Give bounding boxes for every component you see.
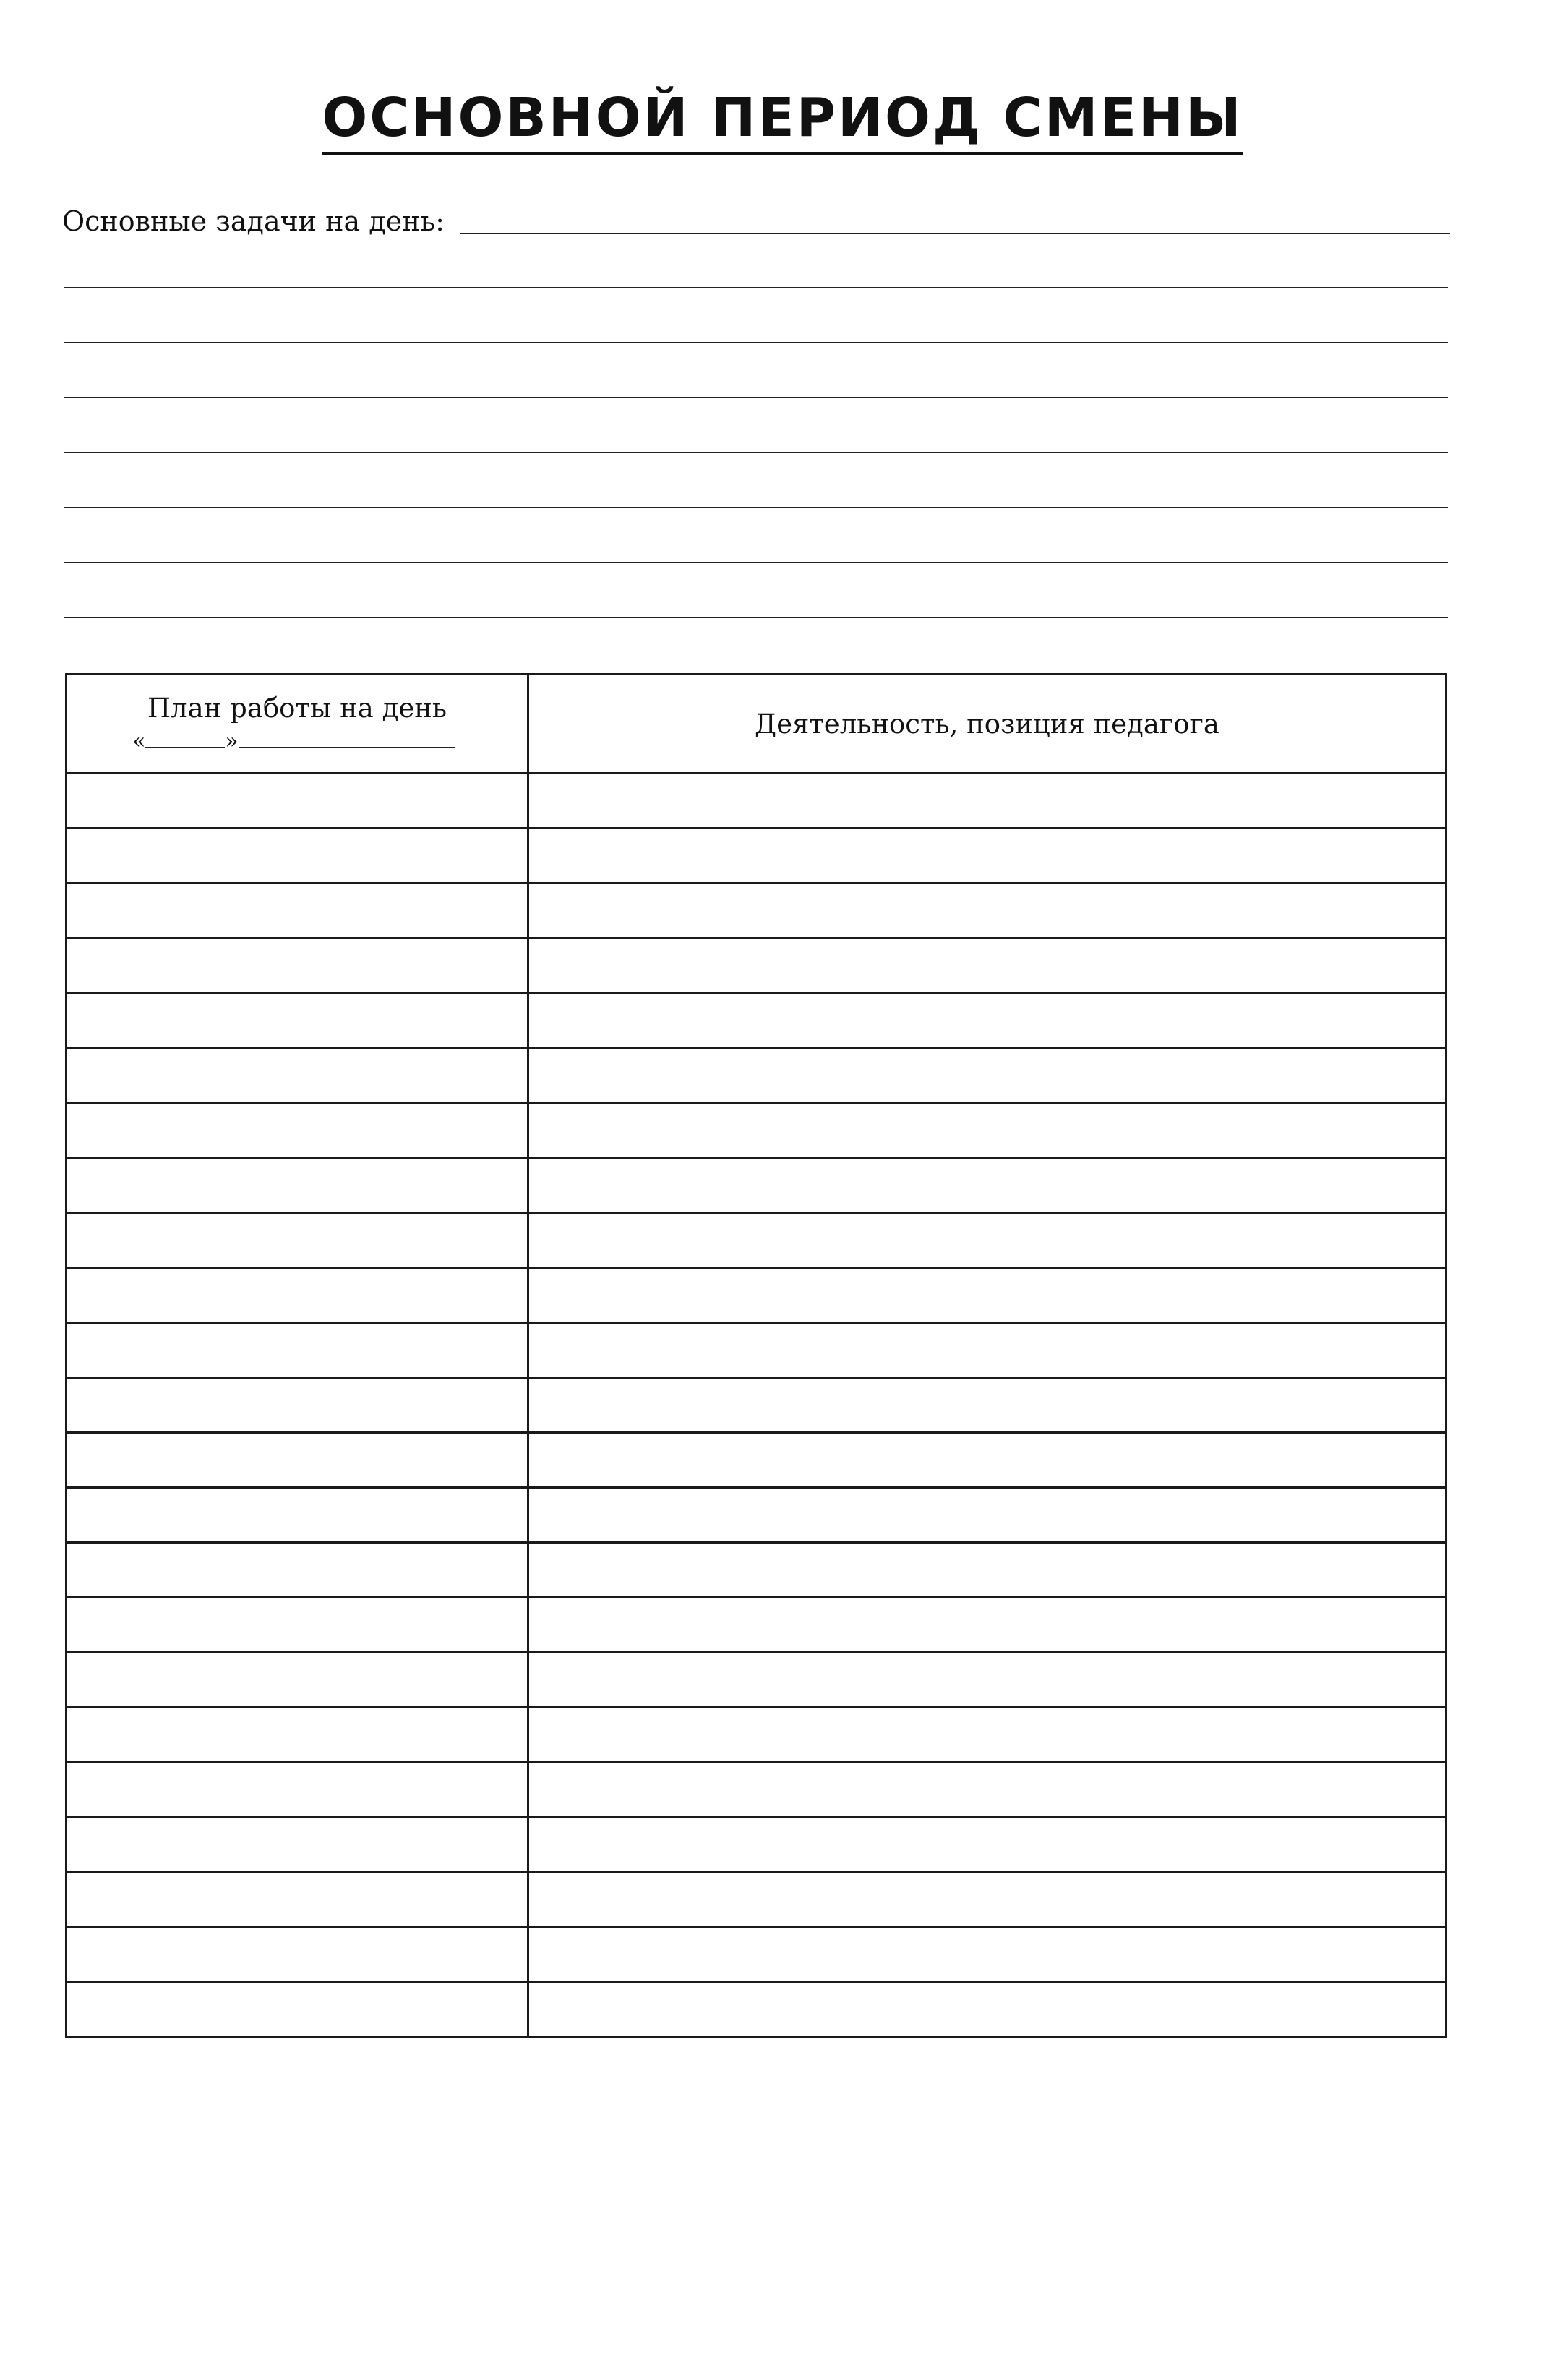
plan-cell[interactable] <box>67 883 528 938</box>
plan-cell[interactable] <box>67 774 528 829</box>
activity-cell[interactable] <box>528 1818 1446 1872</box>
page-title <box>0 85 1565 155</box>
daily-plan-table <box>65 673 1447 2038</box>
table-header-row <box>67 675 1446 774</box>
activity-cell[interactable] <box>528 1268 1446 1323</box>
activity-cell[interactable] <box>528 1103 1446 1158</box>
table-row <box>67 1268 1446 1323</box>
plan-cell[interactable] <box>67 1653 528 1708</box>
table-row <box>67 1158 1446 1213</box>
table-row <box>67 1433 1446 1488</box>
table-row <box>67 1323 1446 1378</box>
activity-cell[interactable] <box>528 1323 1446 1378</box>
plan-cell[interactable] <box>67 1763 528 1818</box>
plan-cell[interactable] <box>67 993 528 1048</box>
plan-cell[interactable] <box>67 1927 528 1982</box>
date-field[interactable] <box>67 725 527 756</box>
plan-cell[interactable] <box>67 1378 528 1433</box>
activity-cell[interactable] <box>528 1158 1446 1213</box>
plan-cell[interactable] <box>67 1488 528 1543</box>
activity-cell[interactable] <box>528 1488 1446 1543</box>
table-row <box>67 1598 1446 1653</box>
activity-cell[interactable] <box>528 774 1446 829</box>
table-row <box>67 1378 1446 1433</box>
plan-cell[interactable] <box>67 1598 528 1653</box>
table-row <box>67 1927 1446 1982</box>
plan-cell[interactable] <box>67 1103 528 1158</box>
table-row <box>67 993 1446 1048</box>
activity-cell[interactable] <box>528 1763 1446 1818</box>
plan-cell[interactable] <box>67 1048 528 1103</box>
date-day-blank[interactable] <box>145 725 225 748</box>
activity-cell[interactable] <box>528 1543 1446 1598</box>
table-row <box>67 1653 1446 1708</box>
plan-cell[interactable] <box>67 1982 528 2037</box>
activity-cell[interactable] <box>528 1708 1446 1763</box>
table-row <box>67 1488 1446 1543</box>
activity-cell[interactable] <box>528 1872 1446 1927</box>
activity-cell[interactable] <box>528 1048 1446 1103</box>
task-line[interactable] <box>64 617 1448 618</box>
page-title-text: ОСНОВНОЙ ПЕРИОД СМЕНЫ <box>322 85 1243 155</box>
table-row <box>67 1708 1446 1763</box>
date-close-quote: » <box>225 728 239 754</box>
date-open-quote: « <box>132 728 146 754</box>
table-row <box>67 1818 1446 1872</box>
task-line[interactable] <box>64 562 1448 563</box>
table-row <box>67 1872 1446 1927</box>
plan-cell[interactable] <box>67 1433 528 1488</box>
plan-cell[interactable] <box>67 938 528 993</box>
task-line[interactable] <box>64 452 1448 453</box>
task-line[interactable] <box>64 287 1448 288</box>
plan-header-label: План работы на день <box>147 692 447 724</box>
activity-cell[interactable] <box>528 1433 1446 1488</box>
activity-cell[interactable] <box>528 1927 1446 1982</box>
plan-cell[interactable] <box>67 829 528 883</box>
activity-cell[interactable] <box>528 1213 1446 1268</box>
table-row <box>67 1543 1446 1598</box>
task-line[interactable] <box>64 342 1448 343</box>
plan-cell[interactable] <box>67 1543 528 1598</box>
plan-column-header <box>67 675 528 774</box>
activity-cell[interactable] <box>528 1982 1446 2037</box>
plan-cell[interactable] <box>67 1268 528 1323</box>
plan-cell[interactable] <box>67 1708 528 1763</box>
activity-cell[interactable] <box>528 993 1446 1048</box>
tasks-label: Основные задачи на день: <box>62 205 445 237</box>
activity-cell[interactable] <box>528 829 1446 883</box>
table-row <box>67 1982 1446 2037</box>
plan-cell[interactable] <box>67 1872 528 1927</box>
activity-cell[interactable] <box>528 1598 1446 1653</box>
table-row <box>67 1103 1446 1158</box>
plan-cell[interactable] <box>67 1158 528 1213</box>
activity-cell[interactable] <box>528 883 1446 938</box>
table-row <box>67 883 1446 938</box>
table-row <box>67 774 1446 829</box>
table-row <box>67 1213 1446 1268</box>
table-row <box>67 1048 1446 1103</box>
table-row <box>67 938 1446 993</box>
activity-cell[interactable] <box>528 1378 1446 1433</box>
plan-cell[interactable] <box>67 1213 528 1268</box>
activity-cell[interactable] <box>528 938 1446 993</box>
table-row <box>67 829 1446 883</box>
activity-cell[interactable] <box>528 1653 1446 1708</box>
task-line[interactable] <box>64 507 1448 508</box>
task-line[interactable] <box>64 397 1448 398</box>
date-month-blank[interactable] <box>239 725 455 748</box>
table-row <box>67 1763 1446 1818</box>
plan-cell[interactable] <box>67 1818 528 1872</box>
tasks-first-line[interactable] <box>460 233 1450 234</box>
plan-cell[interactable] <box>67 1323 528 1378</box>
activity-column-header: Деятельность, позиция педагога <box>528 675 1446 774</box>
table-body <box>67 774 1446 2037</box>
